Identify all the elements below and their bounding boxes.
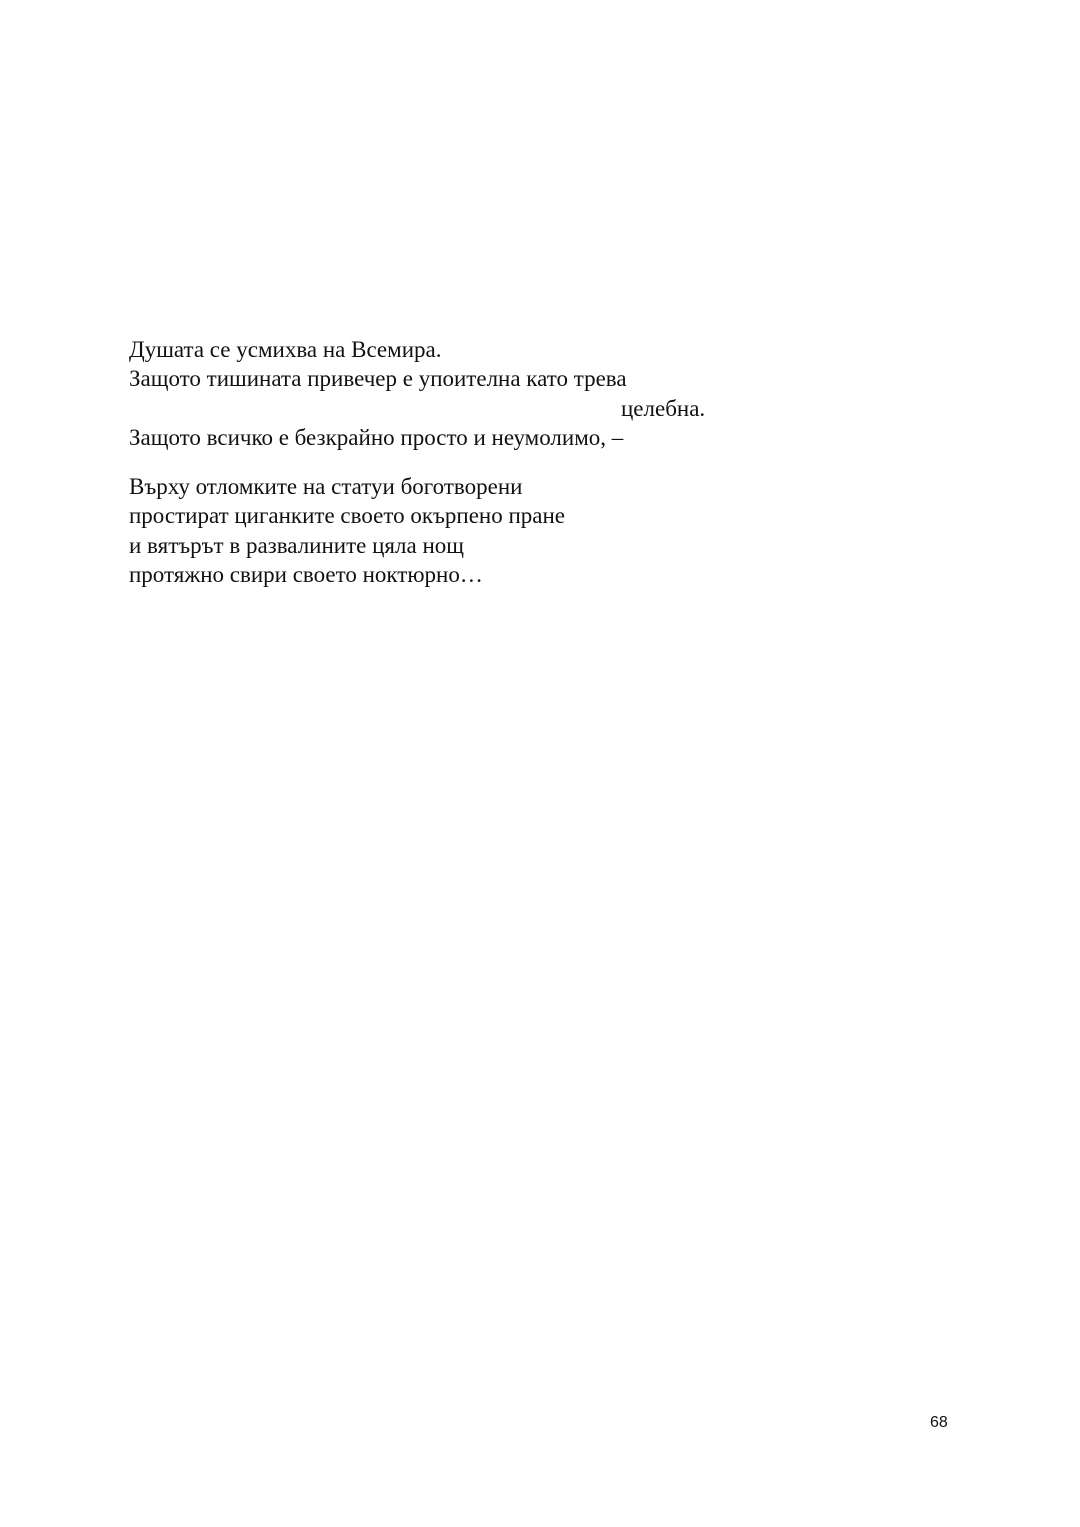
poem-line-continuation: целебна. [621, 395, 706, 421]
poem-text [129, 335, 705, 589]
poem-line: Върху отломките на статуи боготворени [129, 474, 523, 500]
page-number: 68 [930, 1414, 948, 1431]
poem-line: Защото тишината привечер е упоителна като трева [129, 366, 627, 392]
poem-line: протяжно свири своето ноктюрно… [129, 562, 483, 588]
poem-line: и вятърът в развалините цяла нощ [129, 532, 464, 558]
stanza-gap [129, 452, 705, 472]
poem-line: простират циганките своето окърпено пране [129, 503, 566, 529]
poem-stanza-1 [129, 335, 705, 452]
poem-stanza-2 [129, 472, 705, 589]
poem-line: Душата се усмихва на Всемира. [129, 337, 442, 362]
poem-line: Защото всичко е безкрайно просто и неумолимо, – [129, 424, 624, 450]
